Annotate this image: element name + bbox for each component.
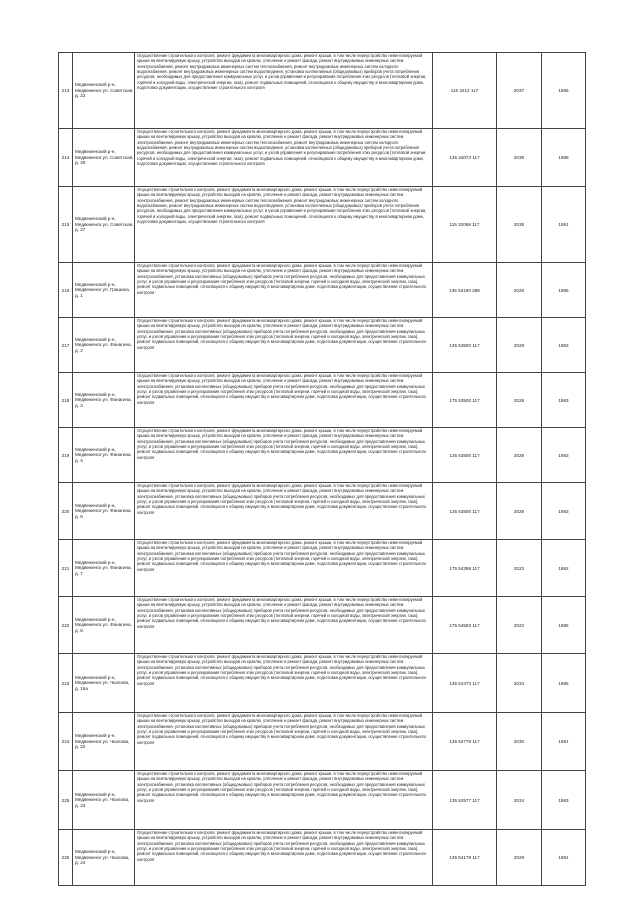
repair-works: Осуществление строительного контроля, ремонт фундамента многоквартирного дома, ремонт крыши, в том числе переустройство невентилируемой крыши на вентилируемую крышу, устройство выходов на кровлю, утепление и ремонт фасада, ремонт внутридомовых инженерных систем электроснабжения, установка коллективных (общедомовых) приборов учета потребления ресурсов, необходимых для предоставления коммунальных услуг, и узлов управления и регулирования потребления этих ресурсов (тепловой энергии, горячей и холодной воды, электрической энергии, газа), ремонт подвальных помещений, относящихся к общему имуществу в многоквартирном доме, подготовка документации, осуществление строительного контроля	[135, 263, 433, 318]
housing-repair-table	[58, 52, 586, 886]
cost-value: 135 53500 117	[433, 318, 497, 373]
construction-year: 1982	[542, 540, 586, 597]
repair-works: Осуществление строительного контроля, ремонт фундамента многоквартирного дома, ремонт крыши, в том числе переустройство невентилируемой крыши на вентилируемую крышу, устройство выходов на кровлю, утепление и ремонт фасада, ремонт внутридомовых инженерных систем электроснабжения, установка коллективных (общедомовых) приборов учета потребления ресурсов, необходимых для предоставления коммунальных услуг, и узлов управления и регулирования потребления этих ресурсов (тепловой энергии, горячей и холодной воды, электрической энергии, газа), ремонт подвальных помещений, относящихся к общему имуществу в многоквартирном доме, подготовка документации, осуществление строительного контроля	[135, 318, 433, 373]
table-row	[59, 830, 586, 886]
row-number: 224	[59, 713, 73, 771]
house-address: Медвеженский р-н, Медвеженск ул. Фанагина, д. 3	[73, 373, 135, 428]
house-address: Медвеженский р-н, Медвеженск ул. Гришина, д. 1	[73, 263, 135, 318]
repair-works: Осуществление строительного контроля, ремонт фундамента многоквартирного дома, ремонт крыши, в том числе переустройство невентилируемой крыши на вентилируемую крышу, устройство выходов на кровлю, утепление и ремонт фасада, ремонт внутридомовых инженерных систем электроснабжения, установка коллективных (общедомовых) приборов учета потребления ресурсов, необходимых для предоставления коммунальных услуг, и узлов управления и регулирования потребления этих ресурсов (тепловой энергии, горячей и холодной воды, электрической энергии, газа), ремонт подвальных помещений, относящихся к общему имуществу в многоквартирном доме, подготовка документации, осуществление строительного контроля	[135, 830, 433, 886]
row-number: 220	[59, 483, 73, 540]
row-number: 223	[59, 654, 73, 713]
table-row	[59, 654, 586, 713]
row-number: 225	[59, 771, 73, 830]
planned-year: 2028	[497, 483, 542, 540]
document-page	[58, 52, 585, 886]
house-address: Медвеженский р-н, Медвеженск ул. Чкалова, д. 16а	[73, 654, 135, 713]
construction-year: 1983	[542, 318, 586, 373]
table-row	[59, 540, 586, 597]
planned-year: 2038	[497, 187, 542, 263]
house-address: Медвеженский р-н, Медвеженск ул. Советская, д. 23	[73, 53, 135, 129]
table-row	[59, 597, 586, 654]
planned-year: 2034	[497, 654, 542, 713]
construction-year: 1988	[542, 129, 586, 187]
table-row	[59, 187, 586, 263]
row-number: 216	[59, 263, 73, 318]
repair-works: Осуществление строительного контроля, ремонт фундамента многоквартирного дома, ремонт крыши, в том числе переустройство невентилируемой крыши на вентилируемую крышу, устройство выходов на кровлю, утепление и ремонт фасада, ремонт внутридомовых инженерных систем электроснабжения, ремонт внутридомовых инженерных систем теплоснабжения, ремонт внутридомовых инженерных систем холодного водоснабжения, ремонт внутридомовых инженерных систем водоотведения, установка коллективных (общедомовых) приборов учета потребления ресурсов, необходимых для предоставления коммунальных услуг, и узлов управления и регулирования потребления этих ресурсов (тепловой энергии, горячей и холодной воды, электрической энергии, газа), ремонт подвальных помещений, относящихся к общему имуществу в многоквартирном доме, подготовка документации, осуществление строительного контроля	[135, 129, 433, 187]
construction-year: 1981	[542, 830, 586, 886]
table-row	[59, 428, 586, 483]
construction-year: 1985	[542, 263, 586, 318]
row-number: 214	[59, 129, 73, 187]
repair-works: Осуществление строительного контроля, ремонт фундамента многоквартирного дома, ремонт крыши, в том числе переустройство невентилируемой крыши на вентилируемую крышу, устройство выходов на кровлю, утепление и ремонт фасада, ремонт внутридомовых инженерных систем электроснабжения, установка коллективных (общедомовых) приборов учета потребления ресурсов, необходимых для предоставления коммунальных услуг, и узлов управления и регулирования потребления этих ресурсов (тепловой энергии, горячей и холодной воды, электрической энергии, газа), ремонт подвальных помещений, относящихся к общему имуществу в многоквартирном доме, подготовка документации, осуществление строительного контроля	[135, 713, 433, 771]
planned-year: 2023	[497, 540, 542, 597]
row-number: 217	[59, 318, 73, 373]
table-row	[59, 373, 586, 428]
cost-value: 175 54398 117	[433, 540, 497, 597]
cost-value: 135 54179 117	[433, 830, 497, 886]
planned-year: 2028	[497, 263, 542, 318]
house-address: Медвеженский р-н, Медвеженск ул. Фанагина, д. 8	[73, 597, 135, 654]
cost-value: 135 52779 117	[433, 713, 497, 771]
construction-year: 1985	[542, 654, 586, 713]
row-number: 218	[59, 373, 73, 428]
house-address: Медвеженский р-н, Медвеженск ул. Фанагина, д. 7	[73, 540, 135, 597]
table-row	[59, 771, 586, 830]
house-address: Медвеженский р-н, Медвеженск ул. Чкалова, д. 24	[73, 830, 135, 886]
repair-works: Осуществление строительного контроля, ремонт фундамента многоквартирного дома, ремонт крыши, в том числе переустройство невентилируемой крыши на вентилируемую крышу, устройство выходов на кровлю, утепление и ремонт фасада, ремонт внутридомовых инженерных систем электроснабжения, установка коллективных (общедомовых) приборов учета потребления ресурсов, необходимых для предоставления коммунальных услуг, и узлов управления и регулирования потребления этих ресурсов (тепловой энергии, горячей и холодной воды, электрической энергии, газа), ремонт подвальных помещений, относящихся к общему имуществу в многоквартирном доме, подготовка документации, осуществление строительного контроля	[135, 654, 433, 713]
table-body	[59, 53, 586, 886]
planned-year: 2029	[497, 830, 542, 886]
repair-works: Осуществление строительного контроля, ремонт фундамента многоквартирного дома, ремонт крыши, в том числе переустройство невентилируемой крыши на вентилируемую крышу, устройство выходов на кровлю, утепление и ремонт фасада, ремонт внутридомовых инженерных систем электроснабжения, установка коллективных (общедомовых) приборов учета потребления ресурсов, необходимых для предоставления коммунальных услуг, и узлов управления и регулирования потребления этих ресурсов (тепловой энергии, горячей и холодной воды, электрической энергии, газа), ремонт подвальных помещений, относящихся к общему имуществу в многоквартирном доме, подготовка документации, осуществление строительного контроля	[135, 428, 433, 483]
cost-value: 115 3212 117	[433, 53, 497, 129]
cost-value: 135 34073 117	[433, 129, 497, 187]
cost-value: 135 53190 388	[433, 263, 497, 318]
construction-year: 1966	[542, 53, 586, 129]
row-number: 215	[59, 187, 73, 263]
table-row	[59, 318, 586, 373]
construction-year: 1983	[542, 428, 586, 483]
row-number: 213	[59, 53, 73, 129]
planned-year: 2030	[497, 713, 542, 771]
row-number: 222	[59, 597, 73, 654]
construction-year: 1991	[542, 187, 586, 263]
repair-works: Осуществление строительного контроля, ремонт фундамента многоквартирного дома, ремонт крыши, в том числе переустройство невентилируемой крыши на вентилируемую крышу, устройство выходов на кровлю, утепление и ремонт фасада, ремонт внутридомовых инженерных систем электроснабжения, ремонт внутридомовых инженерных систем теплоснабжения, ремонт внутридомовых инженерных систем холодного водоснабжения, ремонт внутридомовых инженерных систем водоотведения, установка коллективных (общедомовых) приборов учета потребления ресурсов, необходимых для предоставления коммунальных услуг, и узлов управления и регулирования потребления этих ресурсов (тепловой энергии, горячей и холодной воды, электрической энергии, газа), ремонт подвальных помещений, относящихся к общему имуществу в многоквартирном доме, подготовка документации, осуществление строительного контроля	[135, 187, 433, 263]
planned-year: 2038	[497, 129, 542, 187]
planned-year: 2028	[497, 318, 542, 373]
planned-year: 2028	[497, 373, 542, 428]
cost-value: 135 53500 117	[433, 483, 497, 540]
cost-value: 135 53500 117	[433, 428, 497, 483]
repair-works: Осуществление строительного контроля, ремонт фундамента многоквартирного дома, ремонт крыши, в том числе переустройство невентилируемой крыши на вентилируемую крышу, устройство выходов на кровлю, утепление и ремонт фасада, ремонт внутридомовых инженерных систем электроснабжения, установка коллективных (общедомовых) приборов учета потребления ресурсов, необходимых для предоставления коммунальных услуг, и узлов управления и регулирования потребления этих ресурсов (тепловой энергии, горячей и холодной воды, электрической энергии, газа), ремонт подвальных помещений, относящихся к общему имуществу в многоквартирном доме, подготовка документации, осуществление строительного контроля	[135, 540, 433, 597]
construction-year: 1983	[542, 483, 586, 540]
construction-year: 1985	[542, 597, 586, 654]
table-row	[59, 483, 586, 540]
row-number: 219	[59, 428, 73, 483]
repair-works: Осуществление строительного контроля, ремонт фундамента многоквартирного дома, ремонт крыши, в том числе переустройство невентилируемой крыши на вентилируемую крышу, устройство выходов на кровлю, утепление и ремонт фасада, ремонт внутридомовых инженерных систем электроснабжения, установка коллективных (общедомовых) приборов учета потребления ресурсов, необходимых для предоставления коммунальных услуг, и узлов управления и регулирования потребления этих ресурсов (тепловой энергии, горячей и холодной воды, электрической энергии, газа), ремонт подвальных помещений, относящихся к общему имуществу в многоквартирном доме, подготовка документации, осуществление строительного контроля	[135, 771, 433, 830]
construction-year: 1983	[542, 771, 586, 830]
table-row	[59, 263, 586, 318]
repair-works: Осуществление строительного контроля, ремонт фундамента многоквартирного дома, ремонт крыши, в том числе переустройство невентилируемой крыши на вентилируемую крышу, устройство выходов на кровлю, утепление и ремонт фасада, ремонт внутридомовых инженерных систем электроснабжения, установка коллективных (общедомовых) приборов учета потребления ресурсов, необходимых для предоставления коммунальных услуг, и узлов управления и регулирования потребления этих ресурсов (тепловой энергии, горячей и холодной воды, электрической энергии, газа), ремонт подвальных помещений, относящихся к общему имуществу в многоквартирном доме, подготовка документации, осуществление строительного контроля	[135, 373, 433, 428]
row-number: 221	[59, 540, 73, 597]
planned-year: 2037	[497, 53, 542, 129]
house-address: Медвеженский р-н, Медвеженск ул. Советская, д. 27	[73, 187, 135, 263]
row-number: 226	[59, 830, 73, 886]
house-address: Медвеженский р-н, Медвеженск ул. Фанагина, д. 2	[73, 318, 135, 373]
cost-value: 135 52473 117	[433, 654, 497, 713]
table-row	[59, 713, 586, 771]
repair-works: Осуществление строительного контроля, ремонт фундамента многоквартирного дома, ремонт крыши, в том числе переустройство невентилируемой крыши на вентилируемую крышу, устройство выходов на кровлю, утепление и ремонт фасада, ремонт внутридомовых инженерных систем электроснабжения, установка коллективных (общедомовых) приборов учета потребления ресурсов, необходимых для предоставления коммунальных услуг, и узлов управления и регулирования потребления этих ресурсов (тепловой энергии, горячей и холодной воды, электрической энергии, газа), ремонт подвальных помещений, относящихся к общему имуществу в многоквартирном доме, подготовка документации, осуществление строительного контроля	[135, 483, 433, 540]
house-address: Медвеженский р-н, Медвеженск ул. Чкалова, д. 23	[73, 771, 135, 830]
table-row	[59, 129, 586, 187]
house-address: Медвеженский р-н, Медвеженск ул. Фанагина, д. 4	[73, 428, 135, 483]
planned-year: 2034	[497, 771, 542, 830]
house-address: Медвеженский р-н, Медвеженск ул. Чкалова, д. 22	[73, 713, 135, 771]
planned-year: 2022	[497, 597, 542, 654]
cost-value: 175 54593 117	[433, 597, 497, 654]
table-row	[59, 53, 586, 129]
repair-works: Осуществление строительного контроля, ремонт фундамента многоквартирного дома, ремонт крыши, в том числе переустройство невентилируемой крыши на вентилируемую крышу, устройство выходов на кровлю, утепление и ремонт фасада, ремонт внутридомовых инженерных систем электроснабжения, ремонт внутридомовых инженерных систем теплоснабжения, ремонт внутридомовых инженерных систем холодного водоснабжения, ремонт внутридомовых инженерных систем водоотведения, установка коллективных (общедомовых) приборов учета потребления ресурсов, необходимых для предоставления коммунальных услуг, и узлов управления и регулирования потребления этих ресурсов (тепловой энергии, горячей и холодной воды, электрической энергии, газа), ремонт подвальных помещений, относящихся к общему имуществу в многоквартирном доме, подготовка документации, осуществление строительного контроля	[135, 53, 433, 129]
cost-value: 115 32068 117	[433, 187, 497, 263]
planned-year: 2028	[497, 428, 542, 483]
cost-value: 135 52577 117	[433, 771, 497, 830]
house-address: Медвеженский р-н, Медвеженск ул. Фанагина, д. 5	[73, 483, 135, 540]
construction-year: 1983	[542, 373, 586, 428]
construction-year: 1981	[542, 713, 586, 771]
repair-works: Осуществление строительного контроля, ремонт фундамента многоквартирного дома, ремонт крыши, в том числе переустройство невентилируемой крыши на вентилируемую крышу, устройство выходов на кровлю, утепление и ремонт фасада, ремонт внутридомовых инженерных систем электроснабжения, установка коллективных (общедомовых) приборов учета потребления ресурсов, необходимых для предоставления коммунальных услуг, и узлов управления и регулирования потребления этих ресурсов (тепловой энергии, горячей и холодной воды, электрической энергии, газа), ремонт подвальных помещений, относящихся к общему имуществу в многоквартирном доме, подготовка документации, осуществление строительного контроля	[135, 597, 433, 654]
cost-value: 175 53500 117	[433, 373, 497, 428]
house-address: Медвеженский р-н, Медвеженск ул. Советская, д. 25	[73, 129, 135, 187]
